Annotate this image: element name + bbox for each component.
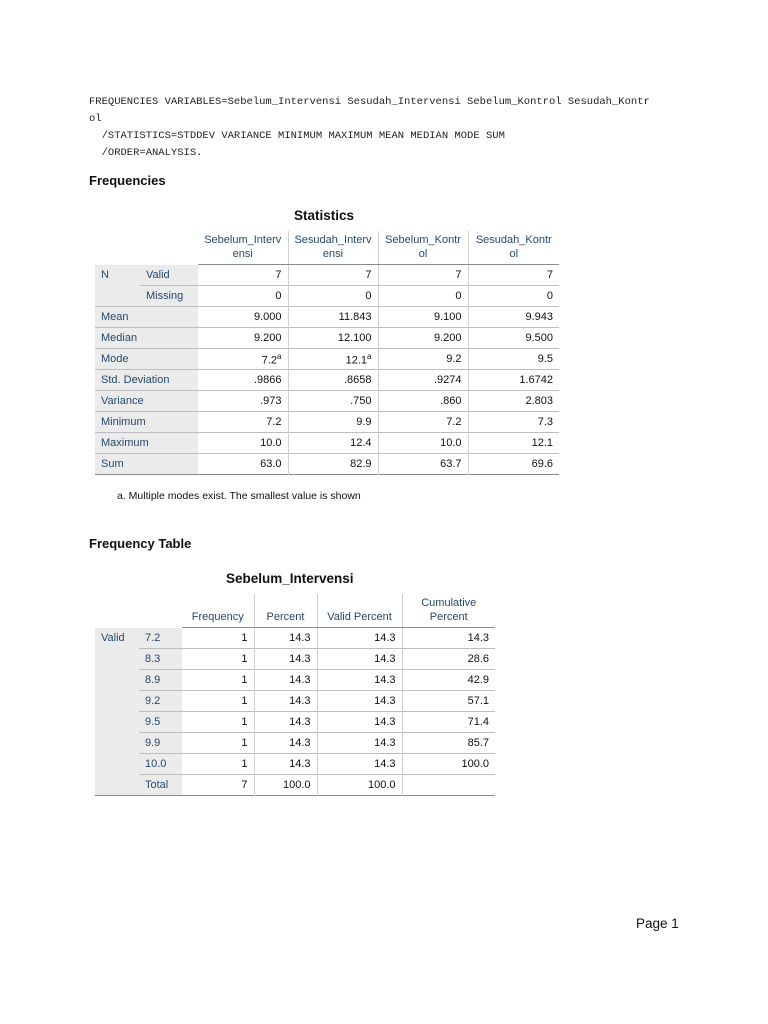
cell: 12.100 <box>288 328 378 349</box>
cell: 10.0 <box>378 433 468 454</box>
cell: 9.500 <box>468 328 559 349</box>
cell: 12.1 <box>468 433 559 454</box>
n-label: N <box>95 265 140 286</box>
table-row <box>95 670 495 691</box>
cell: 14.3 <box>254 670 317 691</box>
table-row <box>95 286 559 307</box>
cell: 69.6 <box>468 454 559 475</box>
cell: 7 <box>378 265 468 286</box>
cell: 100.0 <box>254 775 317 796</box>
cell: 0 <box>288 286 378 307</box>
cell: 7.2 <box>378 412 468 433</box>
row-label: Maximum <box>95 433 198 454</box>
cell: 2.803 <box>468 391 559 412</box>
frequency-table-title: Sebelum_Intervensi <box>226 571 354 586</box>
syntax-line: /STATISTICS=STDDEV VARIANCE MINIMUM MAXIMUM MEAN MEDIAN MODE SUM <box>89 130 505 142</box>
row-label: 9.9 <box>139 733 182 754</box>
statistics-table-title: Statistics <box>294 208 355 223</box>
cell: 7 <box>182 775 254 796</box>
column-header: Sesudah_Kontr ol <box>468 231 559 265</box>
column-header: Sebelum_Interv ensi <box>198 231 288 265</box>
cell: 71.4 <box>402 712 495 733</box>
cell: 100.0 <box>317 775 402 796</box>
table-row <box>95 265 559 286</box>
footnote-marker: a <box>277 351 282 361</box>
table-row <box>95 775 495 796</box>
page-number: Page 1 <box>636 916 679 931</box>
table-row <box>95 349 559 370</box>
cell: 14.3 <box>402 628 495 649</box>
cell: 14.3 <box>317 670 402 691</box>
row-label: Variance <box>95 391 198 412</box>
cell: 7 <box>468 265 559 286</box>
column-header: Valid Percent <box>317 594 402 628</box>
row-label: 8.3 <box>139 649 182 670</box>
cell: 42.9 <box>402 670 495 691</box>
row-label: Median <box>95 328 198 349</box>
table-footnote: a. Multiple modes exist. The smallest value is shown <box>117 490 361 502</box>
row-label: 7.2 <box>139 628 182 649</box>
cell: 82.9 <box>288 454 378 475</box>
row-label: Mode <box>95 349 198 370</box>
row-label: 10.0 <box>139 754 182 775</box>
cell: 9.943 <box>468 307 559 328</box>
cell: 14.3 <box>254 649 317 670</box>
table-row <box>95 733 495 754</box>
cell: 14.3 <box>254 712 317 733</box>
row-label: Sum <box>95 454 198 475</box>
cell: 1 <box>241 632 248 644</box>
cell: 9.200 <box>378 328 468 349</box>
statistics-header-row <box>95 231 559 265</box>
cell <box>402 775 495 796</box>
cell: 1 <box>182 649 254 670</box>
cell: 14.3 <box>254 691 317 712</box>
cell: 14.3 <box>254 754 317 775</box>
cell: 9.9 <box>288 412 378 433</box>
cell: 9.5 <box>468 349 559 370</box>
row-label: 8.9 <box>139 670 182 691</box>
row-label: Std. Deviation <box>95 370 198 391</box>
syntax-line: FREQUENCIES VARIABLES=Sebelum_Intervensi Sesudah_Intervensi Sebelum_Kontrol Sesudah_Kontr <box>89 96 650 108</box>
cell: 7.3 <box>468 412 559 433</box>
cell: 7 <box>275 269 282 281</box>
cell: 85.7 <box>402 733 495 754</box>
cell: 14.3 <box>317 691 402 712</box>
cell: 1 <box>182 754 254 775</box>
cell: 12.4 <box>288 433 378 454</box>
column-header: Sebelum_Kontr ol <box>378 231 468 265</box>
frequency-table <box>95 594 495 796</box>
table-row <box>95 454 559 475</box>
cell: 7 <box>288 265 378 286</box>
cell: 63.7 <box>378 454 468 475</box>
syntax-line: /ORDER=ANALYSIS. <box>89 147 203 159</box>
table-row <box>95 754 495 775</box>
column-header: Frequency <box>182 594 254 628</box>
cell: 9.2 <box>378 349 468 370</box>
cell: 14.3 <box>317 649 402 670</box>
cell: 0 <box>378 286 468 307</box>
table-row <box>95 307 559 328</box>
cell: .8658 <box>288 370 378 391</box>
cell: 14.3 <box>254 628 317 649</box>
cell: 1.6742 <box>468 370 559 391</box>
cell: 14.3 <box>317 754 402 775</box>
syntax-line: ol <box>89 113 102 125</box>
cell: .9274 <box>378 370 468 391</box>
statistics-table <box>95 231 559 475</box>
table-row <box>95 691 495 712</box>
row-label: 9.2 <box>139 691 182 712</box>
cell: 10.0 <box>198 433 288 454</box>
section-heading-frequency-table: Frequency Table <box>89 536 192 551</box>
row-label: Missing <box>140 286 198 307</box>
cell: 0 <box>468 286 559 307</box>
cell: 1 <box>182 691 254 712</box>
cell: 14.3 <box>254 733 317 754</box>
table-row <box>95 628 495 649</box>
cell: 0 <box>198 286 288 307</box>
table-row <box>95 433 559 454</box>
row-label: Total <box>139 775 182 796</box>
frequency-header-row <box>95 594 495 628</box>
cell: 63.0 <box>198 454 288 475</box>
cell: 14.3 <box>317 628 402 649</box>
table-row <box>95 370 559 391</box>
row-label: 9.5 <box>139 712 182 733</box>
cell: 9.200 <box>198 328 288 349</box>
cell: .860 <box>378 391 468 412</box>
syntax-block <box>89 94 650 162</box>
cell: .973 <box>198 391 288 412</box>
row-label: Minimum <box>95 412 198 433</box>
cell: 1 <box>182 670 254 691</box>
cell: 9.000 <box>198 307 288 328</box>
cell: 28.6 <box>402 649 495 670</box>
footnote-marker: a <box>367 351 372 361</box>
cell: 12.1$^a$ <box>288 349 378 370</box>
column-header: Sesudah_Interv ensi <box>288 231 378 265</box>
cell: 100.0 <box>402 754 495 775</box>
cell: .9866 <box>198 370 288 391</box>
column-header: Cumulative Percent <box>402 594 495 628</box>
cell: 1 <box>182 733 254 754</box>
cell: 1 <box>182 712 254 733</box>
cell: 7.2 <box>198 412 288 433</box>
cell: 9.100 <box>378 307 468 328</box>
column-header: Percent <box>254 594 317 628</box>
cell: .750 <box>288 391 378 412</box>
cell: 57.1 <box>402 691 495 712</box>
section-heading-frequencies: Frequencies <box>89 173 166 188</box>
table-row <box>95 649 495 670</box>
table-row <box>95 712 495 733</box>
table-row <box>95 328 559 349</box>
row-label: Valid <box>140 265 198 286</box>
row-label: Mean <box>95 307 198 328</box>
table-row <box>95 391 559 412</box>
group-label: Valid <box>95 628 139 649</box>
cell: 11.843 <box>288 307 378 328</box>
cell: 14.3 <box>317 712 402 733</box>
table-row <box>95 412 559 433</box>
cell: 7.2$^a$ <box>198 349 288 370</box>
cell: 14.3 <box>317 733 402 754</box>
